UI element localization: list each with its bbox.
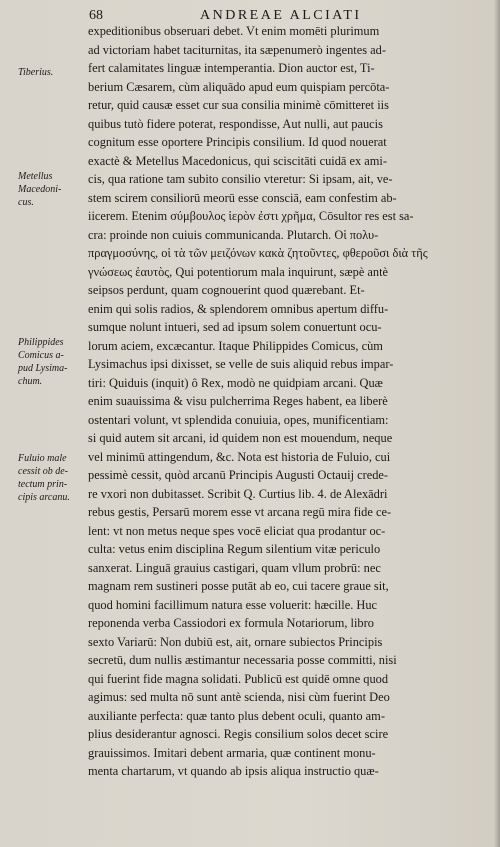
text-line: culta: vetus enim disciplina Regum silentium vitæ periculo [88,542,381,556]
margin-note-line: Fuluio male [18,453,67,464]
text-line: quod homini facillimum natura esse voluerit: hæcille. Huc [88,597,378,612]
margin-note-line: Philippides [18,337,64,348]
text-line: berium Cæsarem, cùm aliquādo apud eum quispiam percōta- [88,79,390,94]
text-line: fert calamitates linguæ intemperantia. Dion auctor est, Ti- [88,61,375,75]
text-line: enim qui solis radios, & splendorem omnibus apertum diffu- [88,301,389,316]
text-line: stem scirem consiliorū meorū esse consciā, eam confestim ab- [88,190,397,205]
text-line: menta chartarum, vt quando ab ipsis aliqua instructio quæ- [88,764,379,778]
margin-note-tiberius [18,66,86,79]
margin-note-line: cipis arcanu. [18,492,70,503]
margin-note-line: chum. [18,376,43,387]
text-line: grauissimos. Imitari debent armaria, quæ continent monu- [88,745,376,760]
text-line: retur, quid causæ esset cur sua consilia minimè cōmitteret iis [88,98,389,112]
text-line: ostentari volunt, vt splendida conuiuia, opes, munificentiam: [88,412,389,427]
text-line: rebus gestis, Persarū morem esse vt arcana regū mira fide ce- [88,505,392,519]
text-line: qui fuerint fide magna solidati. Publicū est quidē omne quod [88,671,389,686]
text-line: cra: proinde non cuiuis communicanda. Plutarch. Οἱ πολυ- [88,227,379,242]
page-edge-shadow [494,0,500,847]
text-line: reponenda verba Cassiodori ex formula Notariorum, libro [88,616,374,630]
text-line: plius desiderantur agnosci. Regis consilium solos decet scire [88,727,389,741]
margin-note-line: Metellus [18,171,53,182]
text-line: re vxori non dubitasset. Scribit Q. Curtius lib. 4. de Alexādri [88,486,388,501]
text-line: expeditionibus obseruari debet. Vt enim momēti plurimum [88,24,380,38]
text-line: sanxerat. Linguā grauius castigari, quam vllum probrū: nec [88,560,381,575]
text-line: pessimè cessit, quòd arcanū Principis Augusti Octauij crede- [88,468,389,482]
text-line: secretū, dum nullis æstimantur necessaria posse committi, nisi [88,653,397,667]
text-line: seipsos perdunt, quam cognouerint quod quærebant. Et- [88,283,365,297]
text-line: lorum aciem, excæcantur. Itaque Philippides Comicus, cùm [88,338,383,353]
running-head: ANDREAE ALCIATI [200,8,362,23]
margin-note-line: Tiberius. [18,67,54,78]
text-line: γνώσεως ἑαυτὸς, Qui potentiorum mala inquirunt, sæpè antè [88,264,389,279]
text-line: exactè & Metellus Macedonicus, qui sciscitāti cuidā ex ami- [88,153,387,168]
text-line: iicerem. Etenim σύμβουλος ἱερὸν ἐστι χρῆμα, Cōsultor res est sa- [88,209,414,223]
text-line: cognitum esse oportere Principis consilium. Id quod nouerat [88,135,387,149]
text-line: Lysimachus ipsi dixisset, se velle de suis aliquid rebus impar- [88,357,394,371]
margin-note-line: cessit ob de- [18,466,68,477]
text-line: magnam rem sustineri posse putāt ab eo, cui tacere graue sit, [88,579,389,593]
margin-note-line: pud Lysima- [18,363,68,374]
body-text [88,22,494,781]
margin-note-line: tectum prin- [18,479,68,490]
page-number: 68 [89,8,103,23]
margin-note-philippides [18,336,86,388]
text-line: πραγμοσύνης, οἱ τὰ τῶν μειζόνων κακὰ ζητοῦντες, φθεροῦσι διὰ τῆς [88,246,428,260]
text-line: auxiliante perfecta: quæ tanto plus debent oculi, quanto am- [88,708,385,723]
margin-note-line: Macedoni- [18,184,62,195]
text-line: quibus tutò fidere poterat, respondisse, Aut nulli, aut paucis [88,116,383,131]
text-line: sumque nolunt intueri, sed ad ipsum solem conuertunt ocu- [88,320,382,334]
margin-note-line: Comicus a- [18,350,64,361]
text-line: sexto Variarū: Non dubiū est, ait, ornare subiectos Principis [88,634,383,649]
text-line: si quid autem sit arcani, id quidem non est mouendum, neque [88,431,393,445]
text-line: ad victoriam habet taciturnitas, ita sæpenumerò ingentes ad- [88,42,386,57]
margin-note-fulvio [18,452,86,504]
text-line: enim suauissima & visu pulcherrima Reges habent, ea liberè [88,394,388,408]
text-line: cis, qua ratione tam subito consilio vteretur: Si ipsam, ait, ve- [88,172,393,186]
text-line: lent: vt non metus neque spes vocē eliciat qua prodantur oc- [88,523,386,538]
margin-note-line: cus. [18,197,34,208]
text-line: tiri: Quiduis (inquit) ô Rex, modò ne quidpiam arcani. Quæ [88,375,383,390]
text-line: agimus: sed multa nō sunt antè scienda, nisi cùm fuerint Deo [88,690,390,704]
text-line: vel minimū attingendum, &c. Nota est historia de Fuluio, cui [88,449,391,464]
margin-note-metellus [18,170,86,209]
